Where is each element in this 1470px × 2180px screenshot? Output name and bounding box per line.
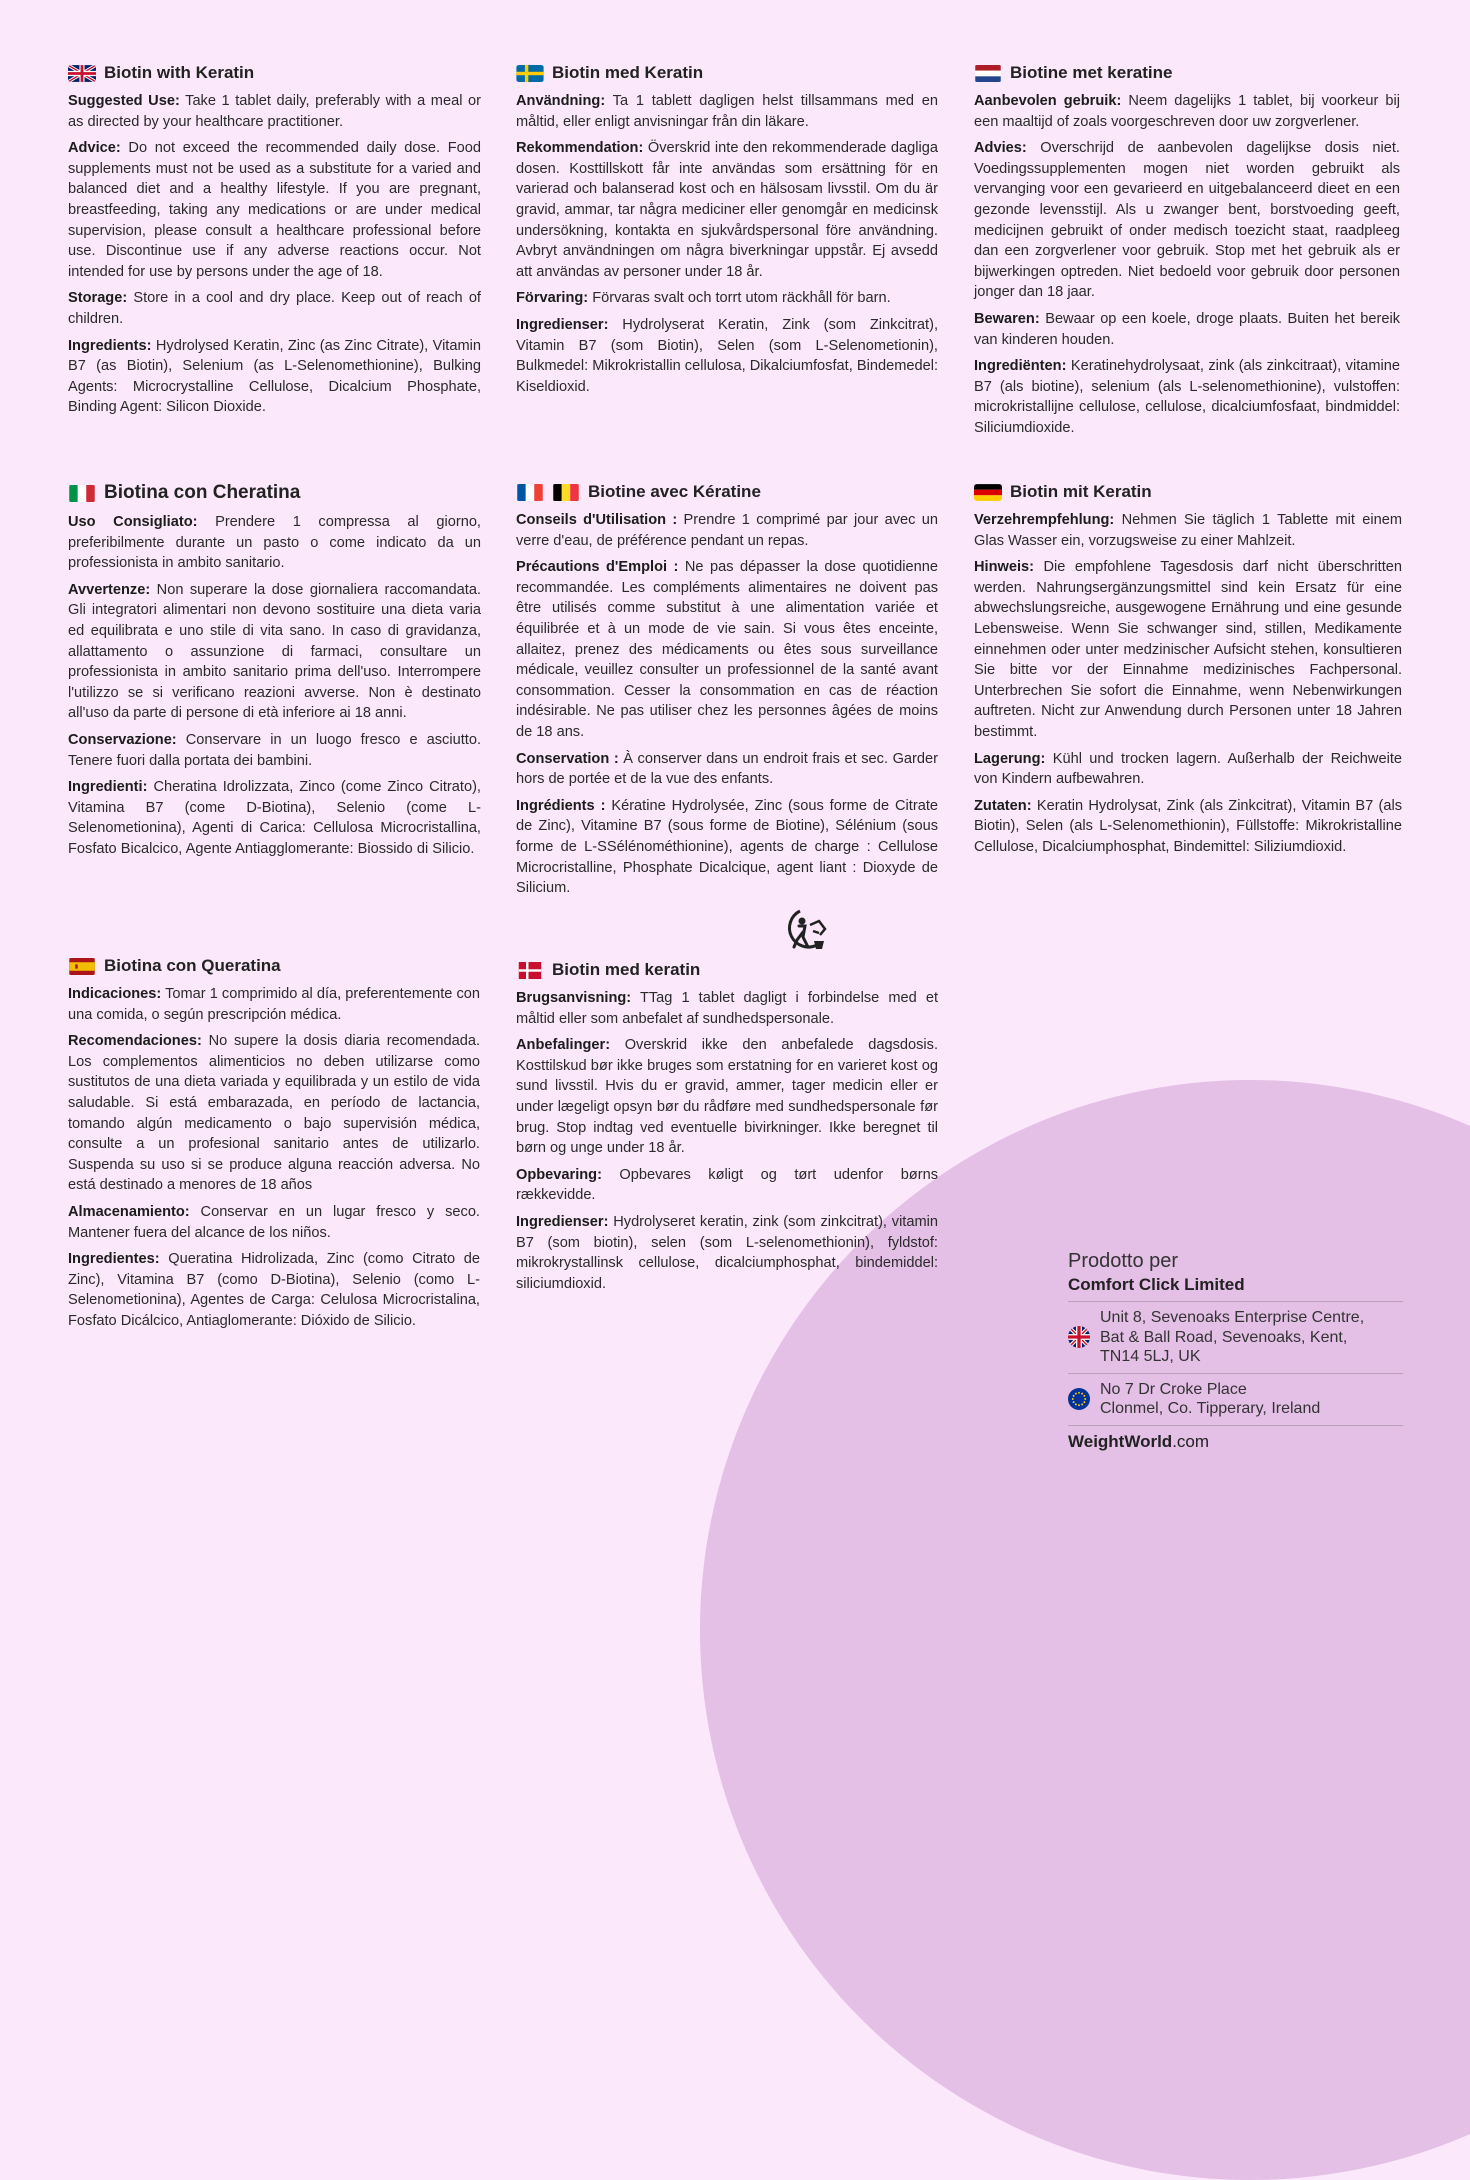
section-title: Biotina con Cheratina: [104, 482, 301, 503]
uk-flag-icon: [1068, 1326, 1090, 1348]
uk-flag-icon: [68, 65, 96, 82]
eu-flag-icon: [1068, 1388, 1090, 1410]
italy-flag-icon: [68, 485, 96, 502]
section-title: Biotin mit Keratin: [1010, 482, 1152, 501]
address-uk: Unit 8, Sevenoaks Enterprise Centre, Bat & Ball Road, Sevenoaks, Kent, TN14 5LJ, UK: [1068, 1301, 1403, 1373]
section-title: Biotin med keratin: [552, 960, 701, 979]
germany-flag-icon: [974, 484, 1002, 501]
brand-website: WeightWorld.com: [1068, 1425, 1403, 1452]
section-es: Biotina con Queratina Indicaciones: Tomar 1 comprimido al día, preferentemente con una comida, o según prescripción médica. Recomendaciones: No supere la dosis diaria recomendada. Los complementos alimenticios no deben utilizarse como sustitutos de una dieta variada y equilibrada y un estilo de vida saludable. Si está embarazada, en período de lactancia, tomando algún medicamento o bajo supervisión médica, consulte a un profesional sanitario antes de utilizarlo. Suspenda su uso si se produce alguna reacción adversa. No está destinado a menores de 18 años Almacenamiento: Conservar en un lugar fresco y seco. Mantener fuera del alcance de los niños. Ingredientes: Queratina Hidrolizada, Zinc (como Citrato de Zinc), Vitamina B7 (como D-Biotina), Selenio (como L-Selenometionina), Agentes de Carga: Celulosa Microcristalina, Fosfato Dicálcico, Antiaglomerante: Dióxido de Silicio.: [68, 956, 480, 1329]
section-title: Biotina con Queratina: [104, 956, 281, 975]
section-it: Biotina con Cheratina Uso Consigliato: Prendere 1 compressa al giorno, preferibilmente durante un pasto o come indicato da un professionista in ambito sanitario. Avvertenze: Non superare la dose giornaliera raccomandata. Gli integratori alimentari non devono sostituire una dieta varia ed equilibrata e uno stile di vita sano. In caso di gravidanza, allattamento o assunzione di farmaci, consultare un professionista in ambito sanitario prima dell'uso. Interrompere l'utilizzo se si verificano reazioni avverse. Non è destinato all'uso da parte di persone di età inferiore ai 18 anni. Conservazione: Conservare in un luogo fresco e asciutto. Tenere fuori dalla portata dei bambini. Ingredienti: Cheratina Idrolizzata, Zinco (come Zinco Citrato), Vitamina B7 (come D-Biotina), Selenio (come L-Selenometionina), Agenti di Carica: Cellulosa Microcristallina, Fosfato Bicalcico, Agente Antiagglomerante: Biossido di Silicio.: [68, 482, 481, 857]
belgium-flag-icon: [552, 484, 580, 501]
made-by-label: Prodotto per: [1068, 1250, 1179, 1272]
section-title: Biotine avec Kératine: [588, 482, 761, 501]
section-title: Biotin with Keratin: [104, 63, 255, 82]
section-fr: Biotine avec Kératine Conseils d'Utilisation : Prendre 1 comprimé par jour avec un verre d'eau, de préférence pendant un repas. Précautions d'Emploi : Ne pas dépasser la dose quotidienne recommandée. Les compléments alimentaires ne doivent pas être utilisés comme substitut à une alimentation variée et équilibrée et à un mode de vie sain. Si vous êtes enceinte, allaitez, prenez des médicaments ou êtes sous surveillance médicale, veuillez consulter un professionnel de la santé avant consommation. Cesser la consommation en cas de réaction indésirable. Ne pas utiliser chez les personnes âgées de moins de 18 ans. Conservation : À conserver dans un endroit frais et sec. Garder hors de portée et de la vue des enfants. Ingrédients : Kératine Hydrolysée, Zinc (sous forme de Citrate de Zinc), Vitamine B7 (sous forme de Biotine), Sélénium (sous forme de L-SSélénométhionine), agents de charge : Cellulose Microcristalline, Phosphate Dicalcique, agent liant : Dioxyde de Silicium.: [516, 482, 938, 897]
company-name: Comfort Click Limited: [1068, 1275, 1245, 1294]
section-en: Biotin with Keratin Suggested Use: Take 1 tablet daily, preferably with a meal or as directed by your healthcare practitioner. Advice: Do not exceed the recommended daily dose. Food supplements must not be used as a substitute for a varied and balanced diet and a healthy lifestyle. If you are pregnant, breastfeeding, taking any medications or are under medical supervision, please consult a healthcare professional before use. Discontinue use if any adverse reactions occur. Not intended for use by persons under the age of 18. Storage: Store in a cool and dry place. Keep out of reach of children. Ingredients: Hydrolysed Keratin, Zinc (as Zinc Citrate), Vitamin B7 (as Biotin), Selenium (as L-Selenomethionine), Bulking Agents: Microcrystalline Cellulose, Dicalcium Phosphate, Binding Agent: Silicon Dioxide.: [68, 63, 481, 416]
netherlands-flag-icon: [974, 65, 1002, 82]
manufacturer-contact: [1068, 1250, 1403, 1452]
section-de: Biotin mit Keratin Verzehrempfehlung: Nehmen Sie täglich 1 Tablette mit einem Glas Wasser ein, vorzugsweise zu einer Mahlzeit. Hinweis: Die empfohlene Tagesdosis darf nicht überschritten werden. Nahrungsergänzungsmittel sind kein Ersatz für eine abwechslungsreiche, ausgewogene Ernährung und eine gesunde Lebensweise. Wenn Sie schwanger sind, stillen, Medikamente einnehmen oder unter medzinischer Aufsicht stehen, konsultieren Sie bitte vor der Einnahme medizinisches Fachpersonal. Unterbrechen Sie sofort die Einnahme, wenn Nebenwirkungen auftreten. Nicht zur Anwendung durch Personen unter 18 Jahren bestimmt. Lagerung: Kühl und trocken lagern. Außerhalb der Reichweite von Kindern aufbewahren. Zutaten: Keratin Hydrolysat, Zink (als Zinkcitrat), Vitamin B7 (als Biotin), Selen (als L-Selenomethionin), Füllstoffe: Mikrokristalline Cellulose, Dicalciumphosphat, Bindemittel: Siliziumdioxid.: [974, 482, 1402, 855]
triman-recycle-icon: [783, 907, 829, 951]
section-sv: Biotin med Keratin Användning: Ta 1 tablett dagligen helst tillsammans med en måltid, eller enligt anvisningar från din läkare. Rekommendation: Överskrid inte den rekommenderade dagliga dosen. Kosttillskott får inte användas som ersättning för en varierad och balanserad kost och en hälsosam livsstil. Om du är gravid, ammar, tar några mediciner eller genomgår en medicinsk undersökning, kontakta en sjukvårdspersonal före användning. Avbryt användningen om några biverkningar uppstår. Ej avsedd att användas av personer under 18 år. Förvaring: Förvaras svalt och torrt utom räckhåll för barn. Ingredienser: Hydrolyserat Keratin, Zink (som Zinkcitrat), Vitamin B7 (som Biotin), Selen (som L-Selenometionin), Bulkmedel: Mikrokristallin cellulosa, Dikalciumfosfat, Bindemedel: Kiseldioxid.: [516, 63, 938, 395]
france-flag-icon: [516, 484, 544, 501]
sweden-flag-icon: [516, 65, 544, 82]
address-eu: No 7 Dr Croke Place Clonmel, Co. Tipperary, Ireland: [1068, 1373, 1403, 1425]
spain-flag-icon: [68, 958, 96, 975]
section-title: Biotin med Keratin: [552, 63, 704, 82]
section-title: Biotine met keratine: [1010, 63, 1173, 82]
section-da: Biotin med keratin Brugsanvisning: TTag 1 tablet dagligt i forbindelse med et måltid eller som anbefalet af sundhedspersonale. Anbefalinger: Overskrid ikke den anbefalede dagsdosis. Kosttilskud bør ikke bruges som erstatning for en varieret kost og sund livsstil. Hvis du er gravid, ammer, tager medicin eller er under lægeligt opsyn bør du rådføre med sundhedspersonale før brug. Stop indtag ved eventuelle bivirkninger. Ikke beregnet til børn og unge under 18 år. Opbevaring: Opbevares køligt og tørt udenfor børns rækkevidde. Ingredienser: Hydrolyseret keratin, zink (som zinkcitrat), vitamin B7 (som biotin), selen (som L-selenomethionin), fyldstof: mikrokrystallinsk cellulose, dicalciumphosphat, bindemiddel: siliciumdioxid.: [516, 960, 938, 1292]
section-nl: Biotine met keratine Aanbevolen gebruik: Neem dagelijks 1 tablet, bij voorkeur bij een maaltijd of zoals voorgeschreven door uw zorgverlener. Advies: Overschrijd de aanbevolen dagelijkse dosis niet. Voedingssupplementen mogen niet worden gebruikt als vervanging voor een gevarieerd en uitgebalanceerd dieet en een gezonde levensstijl. Als u zwanger bent, borstvoeding geeft, medicijnen gebruikt of onder medisch toezicht staat, raadpleeg dan een zorgverlener voor gebruik. Stop met het gebruik als er bijwerkingen optreden. Niet bedoeld voor gebruik door personen jonger dan 18 jaar. Bewaren: Bewaar op een koele, droge plaats. Buiten het bereik van kinderen houden. Ingrediënten: Keratinehydrolysaat, zink (als zinkcitraat), vitamine B7 (als biotine), selenium (als L-selenomethionine), vulstoffen: microkristallijne cellulose, cellulose, dicalciumfosfaat, bindmiddel: Siliciumdioxide.: [974, 63, 1401, 436]
denmark-flag-icon: [516, 962, 544, 979]
